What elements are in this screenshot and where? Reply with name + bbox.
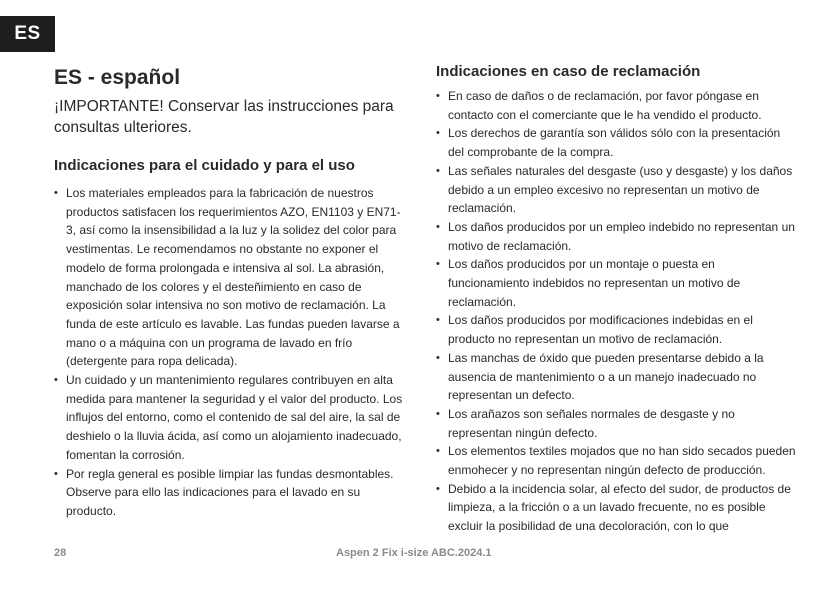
list-item: [436, 442, 796, 479]
list-item-text: Los derechos de garantía son válidos sólo con la presentación del comprobante de la compra.: [448, 126, 781, 160]
bullet-icon: •: [436, 90, 440, 102]
list-item-text: Los daños producidos por modificaciones indebidas en el producto no representan un motivo de reclamación.: [448, 313, 753, 347]
bullet-icon: •: [436, 482, 440, 495]
list-item-text: Por regla general es posible limpiar las fundas desmontables. Observe para ello las indicaciones para el lavado en su producto.: [66, 466, 394, 518]
list-item-text: Las señales naturales del desgaste (uso y desgaste) y los daños debido a un empleo excesivo no representan un motivo de reclamación.: [448, 163, 793, 216]
list-item-text: Los arañazos son señales normales de desgaste y no representan ningún defecto.: [448, 406, 735, 440]
list-item: [436, 162, 796, 218]
list-item: [436, 87, 796, 124]
language-tab: ES: [0, 16, 55, 52]
list-item-text: Los daños producidos por un empleo indebido no representan un motivo de reclamación.: [448, 219, 795, 253]
list-item-text: Las manchas de óxido que pueden presentarse debido a la ausencia de mantenimiento o a un manejo inadecuado no representan un defecto.: [448, 350, 764, 403]
bullet-icon: •: [436, 164, 440, 177]
list-item: [54, 184, 406, 371]
bullet-icon: •: [436, 314, 440, 327]
bullet-icon: •: [54, 374, 58, 387]
right-column: [436, 62, 796, 536]
list-item-text: Debido a la incidencia solar, al efecto del sudor, de productos de limpieza, a la fricción o a un lavado frecuente, no es posible excluir la posibilidad de una decoloración, con lo que: [448, 481, 791, 534]
document-id: Aspen 2 Fix i-size ABC.2024.1: [336, 547, 492, 559]
care-heading: Indicaciones para el cuidado y para el uso: [54, 157, 355, 174]
list-item: [436, 349, 796, 405]
bullet-icon: •: [54, 187, 58, 199]
bullet-icon: •: [436, 407, 440, 420]
list-item: [436, 218, 796, 255]
bullet-icon: •: [436, 127, 440, 140]
list-item: [436, 311, 796, 348]
list-item: [54, 465, 406, 521]
important-notice: ¡IMPORTANTE! Conservar las instrucciones para consultas ulteriores.: [54, 98, 394, 136]
list-item: [436, 124, 796, 161]
bullet-icon: •: [54, 467, 58, 480]
list-item: [436, 480, 796, 536]
list-item-text: Los materiales empleados para la fabricación de nuestros productos satisfacen los requerimientos AZO, EN1103 y EN71-3, así como la insensibilidad a la luz y la solidez del color para vestimentas. Le recomendamos no obstante no exponer el modelo de forma prolongada e intensiva al sol. La abrasión, manchado de los colores y el desteñimiento en caso de exposición solar intensiva no son motivo de reclamación. La funda de este artículo es lavable. Las fundas pueden lavarse a mano o a máquina con un programa de lavado en frío (detergente para ropa delicada).: [66, 186, 401, 369]
bullet-icon: •: [436, 220, 440, 233]
list-item-text: Los elementos textiles mojados que no han sido secados pueden enmohecer y no representan ningún defecto de producción.: [448, 444, 796, 478]
care-list: [54, 184, 406, 521]
bullet-icon: •: [436, 351, 440, 364]
list-item: [436, 405, 796, 442]
page-number: 28: [54, 547, 67, 559]
left-column: [54, 64, 406, 521]
list-item-text: En caso de daños o de reclamación, por favor póngase en contacto con el comerciante que le ha vendido el producto.: [448, 89, 762, 122]
list-item-text: Un cuidado y un mantenimiento regulares contribuyen en alta medida para mantener la seguridad y el valor del producto. Los influjos del entorno, como el contenido de sal del aire, la sal de deshielo o la lluvia ácida, así como un alojamiento inadecuado, fomentan la corrosión.: [66, 373, 403, 462]
claims-heading: Indicaciones en caso de reclamación: [436, 63, 701, 80]
list-item: [54, 371, 406, 465]
list-item-text: Los daños producidos por un montaje o puesta en funcionamiento indebidos no representan un motivo de reclamación.: [448, 257, 741, 309]
page-title: ES - español: [54, 66, 181, 89]
bullet-icon: •: [436, 445, 440, 458]
bullet-icon: •: [436, 258, 440, 271]
claims-list: [436, 87, 796, 536]
list-item: [436, 255, 796, 311]
